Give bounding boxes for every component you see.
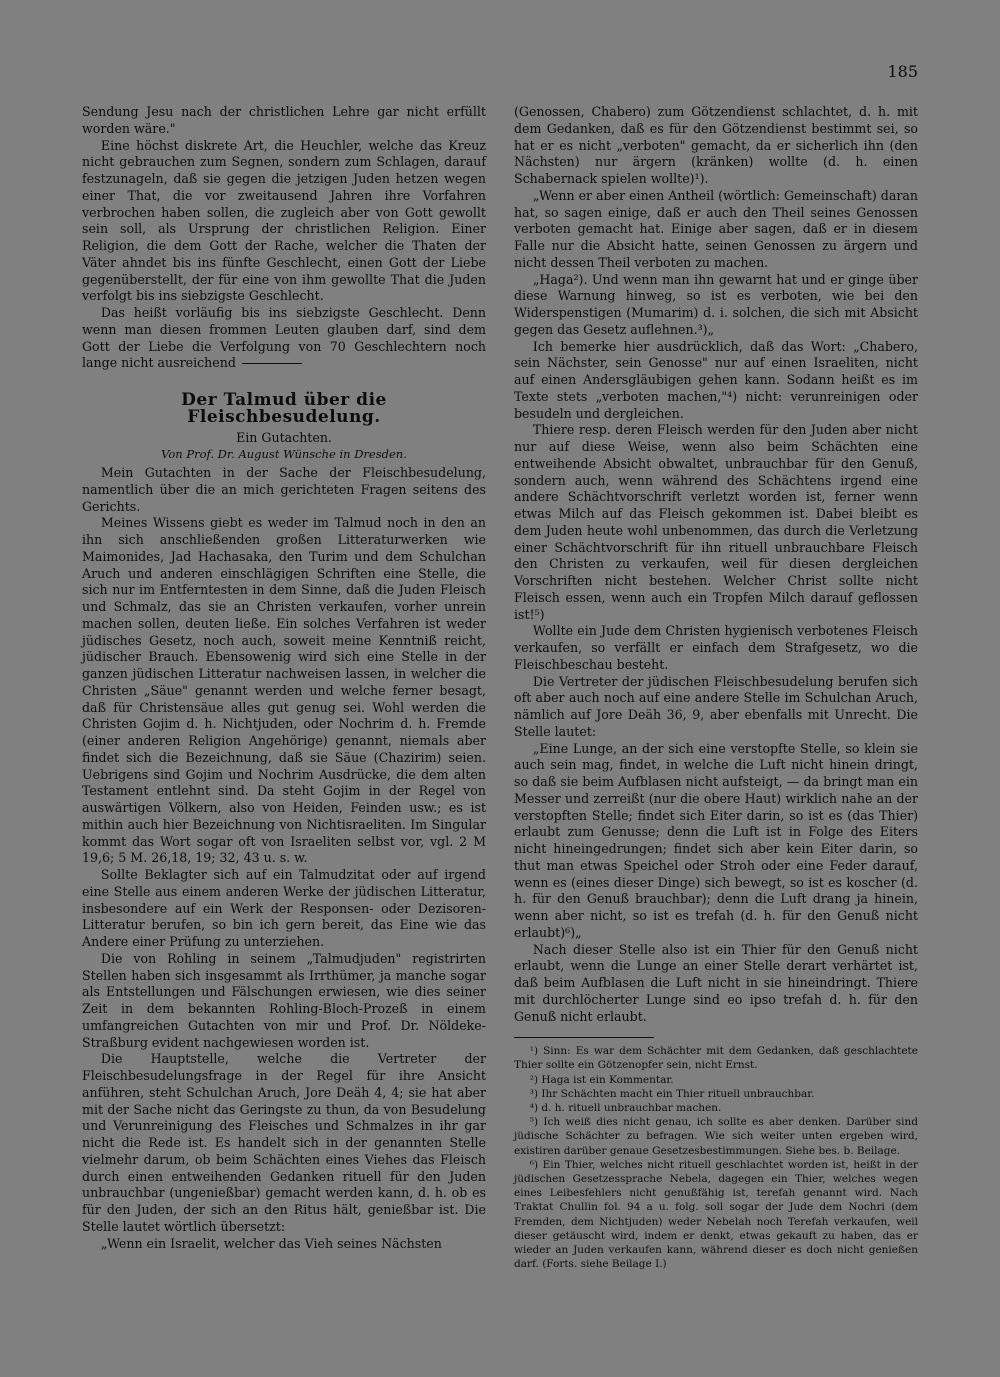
footnotes xyxy=(514,1044,918,1271)
paragraph-text: Das heißt vorläufig bis ins siebzigste Geschlecht. Denn wenn man diesen frommen Leuten glauben darf, sind dem Gott der Liebe die Verfolgung von 70 Geschlechtern noch lange nicht ausreichend xyxy=(82,305,486,371)
paragraph: Mein Gutachten in der Sache der Fleischbesudelung, namentlich über die an mich gerichteten Fragen seitens des Gerichts. xyxy=(82,465,486,514)
paragraph: Thiere resp. deren Fleisch werden für den Juden aber nicht nur auf diese Weise, wenn also beim Schächten eine entweihende Absicht obwaltet, unbrauchbar für den Genuß, sondern auch, wenn während des Schächtens irgend eine andere Schächtvorschrift verletzt worden ist, ferner wenn etwas Milch auf das Fleisch gekommen ist. Dabei bleibt es dem Juden heute wohl unbenommen, das durch die Verletzung einer Schächtvorschrift für ihn rituell unbrauchbare Fleisch den Christen zu verkaufen, weil für diesen dergleichen Vorschriften nicht bestehen. Welcher Christ sollte nicht Fleisch essen, wenn auch ein Tropfen Milch darauf geflossen ist!⁵) xyxy=(514,422,918,622)
footnote: ¹) Sinn: Es war dem Schächter mit dem Gedanken, daß geschlachtete Thier sollte ein Götzenopfer sein, nicht Ernst. xyxy=(514,1045,918,1072)
paragraph: „Wenn ein Israelit, welcher das Vieh seines Nächsten xyxy=(100,1235,442,1251)
paragraph: Wollte ein Jude dem Christen hygienisch verbotenes Fleisch verkaufen, so verfällt er einfach dem Strafgesetz, wo die Fleischbeschau besteht. xyxy=(514,623,918,672)
paragraph: „Wenn er aber einen Antheil (wörtlich: Gemeinschaft) daran hat, so sagen einige, daß er auch den Theil seines Genossen verboten gemacht hat. Einige aber sagen, daß er in diesem Falle nur die Absicht hatte, seinen Genossen zu ärgern und nicht dessen Theil verboten zu machen. xyxy=(514,187,918,270)
paragraph: Die Vertreter der jüdischen Fleischbesudelung berufen sich oft aber auch noch auf eine andere Stelle im Schulchan Aruch, nämlich auf Jore Deäh 36, 9, aber ebenfalls mit Unrecht. Die Stelle lautet: xyxy=(514,673,918,739)
paragraph: Sollte Beklagter sich auf ein Talmudzitat oder auf irgend eine Stelle aus einem anderen Werke der jüdischen Litteratur, insbesondere auf ein Werk der Responsen- oder Dezisoren-Litteratur berufen, so bin ich gern bereit, das Eine wie das Andere einer Prüfung zu unterziehen. xyxy=(82,867,486,949)
footnote: ³) Ihr Schächten macht ein Thier rituell unbrauchbar. xyxy=(529,1087,815,1100)
left-column xyxy=(82,104,486,1252)
footnote-rule xyxy=(514,1037,654,1038)
paragraph: „Eine Lunge, an der sich eine verstopfte Stelle, so klein sie auch sein mag, findet, in welche die Luft nicht hinein dringt, so daß sie beim Aufblasen nicht aufsteigt, — da bringt man ein Messer und zerreißt (nur die obere Haut) wirklich nahe an der verstopften Stelle; findet sich Eiter darin, so ist es (das Thier) erlaubt zum Genusse; denn die Luft ist in Folge des Eiters nicht hineingedrungen; findet sich aber kein Eiter darin, so thut man etwas Speichel oder Stroh oder eine Feder darauf, wenn es (eines dieser Dinge) sich bewegt, so ist es koscher (d. h. für den Genuß brauchbar); denn die Luft drang ja hinein, wenn aber nicht, so ist es trefah (d. h. für den Genuß nicht erlaubt)⁶)„ xyxy=(514,740,918,940)
paragraph: Eine höchst diskrete Art, die Heuchler, welche das Kreuz nicht gebrauchen zum Segnen, sondern zum Schlagen, darauf festzunageln, daß sie gegen die jetzigen Juden hetzen wegen einer That, die vor zweitausend Jahren ihre Vorfahren verbrochen haben sollen, die zugleich aber von Gott gewollt sein soll, als Ursprung der christlichen Religion. Einer Religion, die dem Gott der Rache, welcher die Thaten der Väter ahndet bis ins fünfte Geschlecht, einen Gott der Liebe gegenüberstellt, der für eine von ihm gewollte That die Juden verfolgt bis ins siebzigste Geschlecht. xyxy=(82,137,486,304)
article-subtitle: Ein Gutachten. xyxy=(236,429,332,445)
paragraph xyxy=(82,305,486,372)
paragraph: Sendung Jesu nach der christlichen Lehre gar nicht erfüllt worden wäre." xyxy=(82,104,486,136)
footnote: ²) Haga ist ein Kommentar. xyxy=(529,1073,674,1086)
footnote: ⁶) Ein Thier, welches nicht rituell geschlachtet worden ist, heißt in der jüdischen Gesetzessprache Nebela, dagegen ein Thier, welches wegen eines Leibesfehlers nicht genußfähig ist, terefah genannt wird. Nach Traktat Chullin fol. 94 a u. folg. soll sogar der Jude dem Nochri (dem Fremden, dem Nichtjuden) weder Nebelah noch Terefah verkaufen, weil dieser getäuscht wird, indem er denkt, etwas gekauft zu haben, das er wieder an Juden verkaufen kann, während dieser es doch nicht genießen darf. (Forts. siehe Beilage I.) xyxy=(514,1158,918,1271)
paragraph: (Genossen, Chabero) zum Götzendienst schlachtet, d. h. mit dem Gedanken, daß es für den Götzendienst bestimmt sei, so hat er es nicht „verboten" gemacht, da er sicherlich ihn (den Nächsten) nur ärgern (kränken) wollte (d. h. einen Schabernack spielen wollte)¹). xyxy=(514,104,918,186)
article-title: Der Talmud über die Fleischbesudelung. xyxy=(181,390,387,427)
paragraph: Die Hauptstelle, welche die Vertreter der Fleischbesudelungsfrage in der Regel für ihre Ansicht anführen, steht Schulchan Aruch, Jore Deäh 4, 4; sie hat aber mit der Sache nicht das Geringste zu thun, da von Besudelung und Verunreinigung des Fleisches und Schmalzes in ihr gar nicht die Rede ist. Es handelt sich in der genannten Stelle vielmehr darum, ob beim Schächten eines Viehes das Fleisch durch einen entweihenden Gedanken rituell für den Juden unbrauchbar (ungenießbar) gemacht werden kann, d. h. ob es für den Juden, der sich an den Ritus hält, genießbar ist. Die Stelle lautet wörtlich übersetzt: xyxy=(82,1051,486,1234)
footnote: ⁴) d. h. rituell unbrauchbar machen. xyxy=(529,1102,722,1115)
paragraph: Ich bemerke hier ausdrücklich, daß das Wort: „Chabero, sein Nächster, sein Genosse" nur auf einen Israeliten, nicht auf einen Andersgläubigen gehen kann. Sodann heißt es im Texte stets „verboten machen,"⁴) nicht: verunreinigen oder besudeln und dergleichen. xyxy=(514,338,918,421)
footnote: ⁵) Ich weiß dies nicht genau, ich sollte es aber denken. Darüber sind jüdische Schächter zu befragen. Wie sich weiter unten ergeben wird, existiren darüber genaue Gesetzesbestimmungen. Siehe bes. b. Beilage. xyxy=(514,1116,918,1157)
paragraph: „Haga²). Und wenn man ihn gewarnt hat und er ginge über diese Warnung hinweg, so ist es verboten, wie bei den Widerspenstigen (Mumarim) d. i. solchen, die sich mit Absicht gegen das Gesetz auflehnen.³)„ xyxy=(514,271,918,337)
paragraph: Die von Rohling in seinem „Talmudjuden" registrirten Stellen haben sich insgesammt als Irrthümer, ja manche sogar als Entstellungen und Fälschungen erwiesen, wie dies seiner Zeit in dem bekannten Rohling-Bloch-Prozeß in einem umfangreichen Gutachten von mir und Prof. Dr. Nöldeke-Straßburg evident nachgewiesen worden ist. xyxy=(82,950,486,1050)
right-column xyxy=(514,104,918,1272)
page-number: 185 xyxy=(887,62,918,81)
article-author: Von Prof. Dr. August Wünsche in Dresden. xyxy=(161,447,407,462)
paragraph: Meines Wissens giebt es weder im Talmud noch in den an ihn sich anschließenden großen Litteraturwerken wie Maimonides, Jad Hachasaka, den Turim und dem Schulchan Aruch und anderen einschlägigen Schriften eine Stelle, die sich nur im Entferntesten in dem Sinne, daß die Juden Fleisch und Schmalz, das sie an Christen verkaufen, vorher unrein machen sollen, deuten ließe. Ein solches Verfahren ist weder jüdisches Gesetz, noch auch, soweit meine Kenntniß reicht, jüdischer Brauch. Ebensowenig wird sich eine Stelle in der ganzen jüdischen Litteratur nachweisen lassen, in welcher die Christen „Säue" genannt werden und welche ferner besagt, daß für Christensäue alles gut genug sei. Wohl werden die Christen Gojim d. h. Nichtjuden, oder Nochrim d. h. Fremde (einer anderen Religion Angehörige) genannt, niemals aber findet sich die Bezeichnung, daß sie Säue (Chazirim) seien. Uebrigens sind Gojim und Nochrim Ausdrücke, die dem alten Testament entlehnt sind. Da steht Gojim in der Regel von auswärtigen Völkern, also von Heiden, Feinden usw.; es ist mithin auch hier Bezeichnung von Nichtisraeliten. Im Singular kommt das Wort sogar oft von Israeliten selbst vor, vgl. 2 M 19,6; 5 M. 26,18, 19; 32, 43 u. s. w. xyxy=(82,515,486,866)
divider xyxy=(242,363,302,364)
paragraph: Nach dieser Stelle also ist ein Thier für den Genuß nicht erlaubt, wenn die Lunge an einer Stelle derart verhärtet ist, daß beim Aufblasen die Luft nicht in sie hineindringt. Thiere mit durchlöcherter Lunge sind eo ipso trefah d. h. für den Genuß nicht erlaubt. xyxy=(514,941,918,1024)
